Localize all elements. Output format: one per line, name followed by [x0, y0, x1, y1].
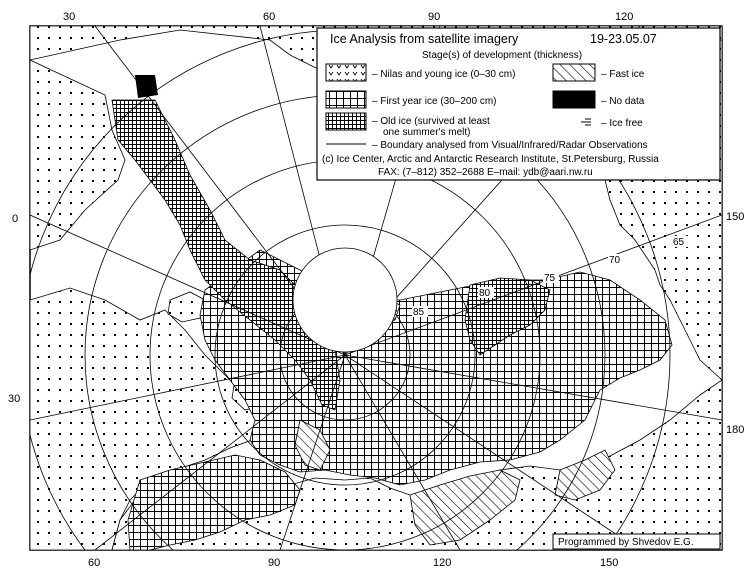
lon-label-bottom: 60 — [88, 557, 101, 569]
swatch-nilas — [326, 64, 366, 81]
lon-label-top: 120 — [615, 11, 634, 23]
longitude-labels-top — [63, 11, 633, 23]
lon-label-bottom: 150 — [600, 557, 619, 569]
longitude-labels-bottom — [88, 557, 618, 569]
lon-label-top: 60 — [263, 11, 276, 23]
lat-label: 85 — [413, 307, 425, 318]
legend-credit: (c) Ice Center, Arctic and Antarctic Research Institute, St.Petersburg, Russia — [322, 154, 659, 165]
pole-cap — [293, 248, 397, 352]
lat-label: 70 — [609, 255, 621, 266]
footer-credit: Programmed by Shvedov E.G. — [558, 537, 694, 548]
lon-label-bottom: 120 — [433, 557, 452, 569]
swatch-old-ice — [326, 113, 366, 130]
legend-contact: FAX: (7–812) 352–2688 E–mail: ydb@aari.nw.ru — [378, 167, 593, 178]
legend-item-old-ice-line2: one summer's melt) — [383, 127, 471, 138]
legend — [317, 28, 720, 180]
lon-label-top: 30 — [63, 11, 76, 23]
legend-item-no-data: – No data — [601, 96, 645, 107]
swatch-fast-ice — [553, 64, 595, 81]
lon-label-bottom: 90 — [268, 557, 281, 569]
legend-subtitle: Stage(s) of development (thickness) — [422, 50, 583, 61]
lon-label-left: 30 — [8, 393, 21, 405]
swatch-first-year — [326, 91, 366, 108]
no-data-area — [135, 75, 158, 98]
legend-dates: 19-23.05.07 — [590, 32, 657, 46]
lat-label: 65 — [673, 237, 685, 248]
lon-label-left: 0 — [12, 213, 19, 225]
legend-item-first-year: – First year ice (30–200 cm) — [372, 96, 497, 107]
legend-item-old-ice: – Old ice (survived at least — [372, 116, 490, 127]
legend-item-ice-free: – Ice free — [601, 118, 643, 129]
lon-label-right: 150 — [726, 211, 745, 223]
lat-label: 75 — [544, 273, 556, 284]
legend-item-fast-ice: – Fast ice — [601, 69, 645, 80]
lat-label: 80 — [479, 288, 491, 299]
lon-label-top: 90 — [428, 11, 441, 23]
swatch-no-data — [553, 91, 595, 108]
legend-item-nilas: – Nilas and young ice (0–30 cm) — [372, 69, 516, 80]
lon-label-right: 180 — [726, 424, 745, 436]
footer-box — [553, 534, 720, 549]
legend-title: Ice Analysis from satellite imagery — [330, 32, 519, 46]
legend-boundary: – Boundary analysed from Visual/Infrared/Radar Observations — [372, 140, 648, 151]
